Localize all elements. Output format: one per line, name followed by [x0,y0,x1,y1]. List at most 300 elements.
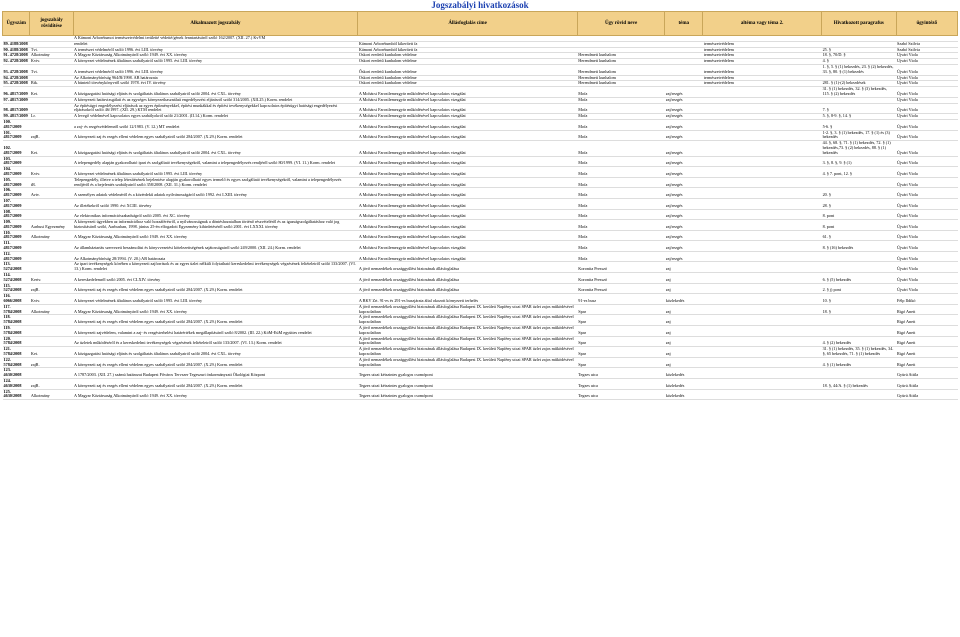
cell-ugyintezo: Újvári Viola [896,177,957,188]
cell-ugy-nev: Tegzes utca [577,379,665,390]
cell-allasfoglalas: Őskori eredetű kunhalom védelme [358,59,577,65]
cell-jogszabaly: A környezet védelmének általános szabályairól szóló 1995. évi LIII. törvény [73,59,358,65]
cell-ugy-nev: Mofa [577,103,665,114]
cell-allasfoglalas: A Mohácsi Farostlemezgyár működésével kapcsolatos vizsgálat [358,103,577,114]
cell-tema: zaj/rezgés [665,156,703,167]
cell-ugyszam [3,347,30,358]
cell-ugy-nev: Spar [577,357,665,368]
col-header-paragrafus: Hivatkozott paragrafus [822,12,896,36]
cell-allasfoglalas: A Mohácsi Farostlemezgyár működésével kapcsolatos vizsgálat [358,230,577,241]
cell-jogszabaly: Az elektronikus információszabadságról szóló 2005. évi XC. törvény [73,209,358,220]
case-number: 5784/2008 [3,308,22,314]
cell-paragrafus [822,262,896,273]
table-row [3,294,958,305]
cell-paragrafus [822,315,896,326]
cell-allasfoglalas: A Mohácsi Farostlemezgyár működésével kapcsolatos vizsgálat [358,241,577,252]
cell-ugyintezo: Rigó Anett [896,304,957,315]
cell-altema [703,198,822,209]
cell-ugy-nev: Herendmeti kunhalom [577,53,665,59]
cell-tema: zaj/rezgés [665,97,703,103]
cell-rovidites [30,326,73,337]
row-number: 113. [3,261,11,267]
cell-paragrafus: 28. § [822,198,896,209]
cell-jogszabaly: Az illetékekről szóló 1990. évi XCIII. törvény [73,198,358,209]
cell-paragrafus: 10. § [822,294,896,305]
cell-tema: zaj [665,357,703,368]
cell-allasfoglalas: A jövő nemzedékek országgyűlési biztosának állásfoglalása [358,283,577,294]
table-row [3,315,958,326]
case-number: 4817/2009 [3,134,22,140]
cell-allasfoglalas: A jövő nemzedékek országgyűlési biztosának állásfoglalása [358,273,577,284]
row-number: 98. [3,107,9,113]
references-table [2,11,958,400]
cell-ugyszam [3,59,30,65]
cell-altema [703,357,822,368]
cell-allasfoglalas: A BKV Zrt. 91-es és 291-es buszjárata által okozott környezeti terhelés [358,294,577,305]
cell-allasfoglalas: A jövő nemzedékek országgyűlési biztosának állásfoglalása Budapest IX. kerületi Napfény utcai SPAR üzlet zajos működésével kapcsolatban [358,326,577,337]
cell-paragrafus [822,326,896,337]
cell-paragrafus [822,177,896,188]
cell-tema: zaj/rezgés [665,198,703,209]
cell-paragrafus: 18. §, 44/A. § (1) bekezdés [822,379,896,390]
cell-paragrafus: 4. § (1) bekezdés [822,357,896,368]
cell-altema [703,379,822,390]
case-number: 4817/2009 [9,107,28,113]
cell-paragrafus: 31. § (1) bekezdés, 35. § (1) bekezdés, 34. §, 65 bekezdés, 71. § (1) bekezdés [822,347,896,358]
cell-jogszabaly: A közigazgatási hatósági eljárás és szolgáltatás általános szabályairól szóló 2004. évi CXL. törvény [73,87,358,98]
cell-allasfoglalas: A Mohácsi Farostlemezgyár működésével kapcsolatos vizsgálat [358,130,577,141]
cell-jogszabaly: A büntető törvénykönyvről szóló 1978. évi IV. törvény [73,81,358,87]
cell-ugyintezo: Újvári Viola [896,230,957,241]
cell-altema [703,315,822,326]
table-row [3,368,958,379]
cell-ugy-nev: Mofa [577,87,665,98]
cell-allasfoglalas: Őskori eredetű kunhalom védelme [358,53,577,59]
cell-tema: zaj/rezgés [665,103,703,114]
cell-tema: zaj/rezgés [665,230,703,241]
cell-ugyintezo: Újvári Viola [896,81,957,87]
table-row [3,64,958,75]
cell-altema [703,130,822,141]
cell-jogszabaly: A közigazgatási hatósági eljárás és szolgáltatás általános szabályairól szóló 2004. évi CXL. törvény [73,347,358,358]
cell-allasfoglalas: A jövő nemzedékek országgyűlési biztosának állásfoglalása Budapest IX. kerületi Napfény utcai SPAR üzlet zajos működésével kapcsolatban [358,347,577,358]
cell-rovidites [30,119,73,130]
cell-rovidites [30,262,73,273]
cell-ugyintezo: Újvári Viola [896,141,957,156]
cell-rovidites [30,209,73,220]
cell-rovidites: Tvt. [30,64,73,75]
cell-paragrafus: 1. §, 5. § (1) bekezdés, 23. § (2) bekezdés, 33. §, 80. § (1) bekezdés [822,64,896,75]
cell-ugy-nev: Mofa [577,241,665,252]
cell-ugy-nev: Mofa [577,141,665,156]
cell-allasfoglalas: A Mohácsi Farostlemezgyár működésével kapcsolatos vizsgálat [358,198,577,209]
table-row [3,141,958,156]
cell-rovidites [30,368,73,379]
col-header-ugyszam: Ügyszám [3,12,30,36]
cell-ugyszam [3,251,30,262]
cell-allasfoglalas: A jövő nemzedékek országgyűlési biztosának állásfoglalása [358,262,577,273]
cell-ugyintezo: Újvári Viola [896,119,957,130]
row-number: 116. [3,293,11,299]
cell-rovidites [30,103,73,114]
cell-tema: zaj/rezgés [665,141,703,156]
cell-paragrafus: 18. § [822,304,896,315]
cell-tema: zaj/rezgés [665,87,703,98]
cell-ugy-nev: Mofa [577,198,665,209]
row-number: 119. [3,325,11,331]
cell-ugy-nev: Spar [577,347,665,358]
cell-allasfoglalas: A jövő nemzedékek országgyűlési biztosának állásfoglalása Budapest IX. kerületi Napfény utcai SPAR üzlet zajos működésével kapcsolatban [358,357,577,368]
case-number: 4817/2009 [3,245,22,251]
cell-altema [703,156,822,167]
cell-paragrafus: 25. § [822,47,896,53]
case-number: 4817/2009 [3,149,22,155]
table-row [3,167,958,178]
cell-altema [703,141,822,156]
cell-jogszabaly: A környezeti ügyekben az információhoz való hozzáférésről, a nyilvánosságnak a döntéshozatalban történő részvételéről és az igazságszolgáltatáshoz való jog biztosításáról szóló, Aarhusban, 1998. június 25-én elfogadott Egyezmény kihirdetéséről szóló 2001. évi LXXXI. törvény [73,220,358,231]
cell-ugyszam [3,75,30,81]
cell-allasfoglalas: A jövő nemzedékek országgyűlési biztosának állásfoglalása Budapest IX. kerületi Napfény utcai SPAR üzlet zajos működésével kapcsolatban [358,304,577,315]
cell-ugyszam [3,262,30,273]
case-number: 4188/2008 [9,47,28,52]
case-number: 5274/2008 [3,287,22,293]
cell-allasfoglalas: A Mohácsi Farostlemezgyár működésével kapcsolatos vizsgálat [358,167,577,178]
cell-ugyszam [3,389,30,400]
cell-allasfoglalas: A Mohácsi Farostlemezgyár működésével kapcsolatos vizsgálat [358,114,577,120]
cell-allasfoglalas: Tegzes utcai kétszintes gyalogos csomópont [358,379,577,390]
case-number: 4817/2009 [3,181,22,187]
cell-jogszabaly: A személyes adatok védelméről és a közérdekű adatok nyilvánosságáról szóló 1992. évi LXIII. törvény [73,188,358,199]
cell-ugyszam [3,368,30,379]
cell-jogszabaly: Az Alkotmánybíróság 964/B/1998. AB határozata [73,75,358,81]
row-number: 107. [3,198,11,203]
row-number: 94. [3,75,9,80]
cell-rovidites [30,156,73,167]
cell-allasfoglalas: A Mohácsi Farostlemezgyár működésével kapcsolatos vizsgálat [358,209,577,220]
cell-rovidites [30,315,73,326]
cell-paragrafus [822,389,896,400]
cell-altema: természetvédelem [703,64,822,75]
table-row [3,130,958,141]
cell-paragrafus: 6. § (5) bekezdés [822,273,896,284]
cell-rovidites: Ket. [30,347,73,358]
cell-allasfoglalas: A Mohácsi Farostlemezgyár működésével kapcsolatos vizsgálat [358,119,577,130]
table-body [3,36,958,400]
cell-ugy-nev: 91-es busz [577,294,665,305]
cell-ugyszam [3,273,30,284]
cell-ugyszam [3,167,30,178]
cell-rovidites: Ket. [30,141,73,156]
cell-allasfoglalas: A jövő nemzedékek országgyűlési biztosának állásfoglalása Budapest IX. kerületi Napfény utcai SPAR üzlet zajos működésével kapcsolatban [358,315,577,326]
cell-altema: természetvédelem [703,47,822,53]
cell-jogszabaly: A természet védelméről szóló 1996. évi LIII. törvény [73,64,358,75]
table-row [3,304,958,315]
cell-ugy-nev: Herendmeti kunhalom [577,81,665,87]
case-number: 4630/2008 [3,393,22,399]
cell-rovidites: Kvtv. [30,167,73,178]
table-row [3,119,958,130]
cell-ugy-nev: Mofa [577,230,665,241]
cell-jogszabaly: A Magyar Köztársaság Alkotmányáról szóló 1949. évi XX. törvény [73,389,358,400]
cell-allasfoglalas: A Mohácsi Farostlemezgyár működésével kapcsolatos vizsgálat [358,97,577,103]
cell-ugyszam [3,156,30,167]
cell-ugyszam [3,103,30,114]
cell-jogszabaly: A Magyar Köztársaság Alkotmányáról szóló 1949. évi XX. törvény [73,53,358,59]
cell-ugyszam [3,188,30,199]
cell-allasfoglalas: A jövő nemzedékek országgyűlési biztosának állásfoglalása Budapest IX. kerületi Napfény utcai SPAR üzlet zajos működésével kapcsolatban [358,336,577,347]
case-number: 4817/2009 [3,234,22,240]
cell-paragrafus: 8. § (16) bekezdés [822,241,896,252]
cell-tema: zaj/rezgés [665,167,703,178]
cell-tema [665,64,703,75]
cell-ugy-nev: Herendmeti kunhalom [577,64,665,75]
cell-ugyszam [3,41,30,47]
cell-ugy-nev: Koronita Presszó [577,283,665,294]
cell-jogszabaly: A környezeti zaj és rezgés elleni védelem egyes szabályairól szóló 284/2007. (X.29.) Korm. rendelet [73,315,358,326]
cell-altema [703,230,822,241]
case-number: 4817/2009 [3,213,22,219]
cell-tema: zaj/rezgés [665,177,703,188]
cell-altema [703,304,822,315]
cell-ugy-nev: Mofa [577,130,665,141]
cell-rovidites: Lr. [30,114,73,120]
cell-jogszabaly: A környezet védelmének általános szabályairól szóló 1995. évi LIII. törvény [73,167,358,178]
case-number: 4817/2009 [3,192,22,198]
cell-rovidites: Aarhusi Egyezmény [30,220,73,231]
cell-ugy-nev: Tegzes utca [577,368,665,379]
case-number: 6066/2008 [3,298,22,304]
case-number: 4728/2008 [9,75,28,80]
cell-ugy-nev: Mofa [577,251,665,262]
cell-altema: természetvédelem [703,53,822,59]
cell-altema [703,241,822,252]
cell-altema [703,177,822,188]
row-number: 105. [3,177,11,182]
cell-ugy-nev: Herendmeti kunhalom [577,59,665,65]
cell-jogszabaly: A kereskedelemről szóló 2005. évi CLXIV. törvény [73,273,358,284]
cell-paragrafus: 61. § [822,230,896,241]
cell-rovidites [30,198,73,209]
cell-allasfoglalas: A Mohácsi Farostlemezgyár működésével kapcsolatos vizsgálat [358,87,577,98]
case-number: 4817/2009 [3,223,22,229]
row-number: 121. [3,346,11,352]
cell-tema: zaj [665,262,703,273]
cell-allasfoglalas: Tegzes utcai kétszintes gyalogos csomópont [358,368,577,379]
table-row [3,251,958,262]
cell-ugyintezo: Újvári Viola [896,103,957,114]
cell-ugyintezo: Újvári Viola [896,251,957,262]
cell-allasfoglalas: Őskori eredetű kunhalom védelme [358,75,577,81]
cell-rovidites: Avtv. [30,188,73,199]
cell-tema: zaj/rezgés [665,130,703,141]
cell-ugyintezo: Rigó Anett [896,326,957,337]
cell-altema [703,103,822,114]
cell-ugyintezo: Újvári Viola [896,87,957,98]
cell-ugy-nev: Tegzes utca [577,389,665,400]
cell-rovidites [30,251,73,262]
cell-jogszabaly: A levegő védelmével kapcsolatos egyes szabályokról szóló 21/2001. (II.14.) Korm. rendelet [73,114,358,120]
cell-jogszabaly: A 1787/2003. (XII. 27.) számú határozat Budapest Főváros Tervszer Tegeszuri önkormányzati Ökológiai Központ [73,368,358,379]
cell-altema [703,119,822,130]
case-number: 5784/2008 [3,319,22,325]
row-number: 92. [3,58,9,64]
cell-rovidites: Alkotmány [30,389,73,400]
cell-jogszabaly: A Magyar Köztársaság Alkotmányáról szóló 1949. évi XX. törvény [73,230,358,241]
row-number: 109. [3,219,11,225]
cell-allasfoglalas: A Mohácsi Farostlemezgyár működésével kapcsolatos vizsgálat [358,177,577,188]
cell-jogszabaly: A telepengedély alapján gyakorolható ipari és szolgáltató tevékenységekről, valamint a telepengedélyezés rendjéről szóló 80/1999. (VI. 11.) Korm. rendelet [73,156,358,167]
cell-ugyszam [3,294,30,305]
case-number: 4728/2008 [9,80,28,86]
cell-altema [703,209,822,220]
row-number: 120. [3,336,11,341]
col-header-rovidites: jogszabály rövidítése [30,12,73,36]
cell-ugyintezo: Gyürü Attila [896,389,957,400]
cell-paragrafus [822,368,896,379]
cell-altema [703,389,822,400]
cell-rovidites: zajR. [30,283,73,294]
col-header-allasfoglalas: Állásfoglalás címe [358,12,577,36]
cell-ugyintezo: Újvári Viola [896,156,957,167]
table-row [3,220,958,231]
row-number: 100. [3,119,11,124]
cell-rovidites: zajR. [30,379,73,390]
cell-ugyszam [3,198,30,209]
cell-ugyszam [3,177,30,188]
col-header-tema: téma [665,12,703,36]
cell-allasfoglalas: Kámoni Arborétumból kikerített fa [358,47,577,53]
cell-altema [703,273,822,284]
cell-ugy-nev: Herendmeti kunhalom [577,75,665,81]
cell-tema: közlekedés [665,294,703,305]
table-row [3,156,958,167]
cell-allasfoglalas: Őskori eredetű kunhalom védelme [358,64,577,75]
cell-jogszabaly: A Magyar Köztársaság Alkotmányáról szóló 1949. évi XX. törvény [73,304,358,315]
cell-rovidites: Alkotmány [30,304,73,315]
table-row [3,177,958,188]
cell-jogszabaly: A környezeti zajvédelem, valamint a zaj- és rezgésterhelési határértékek megállapításáról szóló 8/2002. (III. 22.) KöM-EüM együttes rendelet [73,326,358,337]
cell-rovidites: Kvtv. [30,59,73,65]
cell-ugy-nev: Koronita Presszó [577,262,665,273]
cell-rovidites: Kvtv. [30,294,73,305]
cell-ugyszam [3,81,30,87]
table-row [3,188,958,199]
cell-ugyszam [3,230,30,241]
cell-jogszabaly: Az államháztartás szervezeti beszámolási és könyvvezetési kötelezettségének sajátosságairól szóló 249/2000. (XII. 24.) Korm. rendelet [73,241,358,252]
cell-ugyintezo: Újvári Viola [896,97,957,103]
cell-rovidites [30,336,73,347]
case-number: 5784/2008 [3,340,22,346]
cell-rovidites: tR. [30,177,73,188]
cell-ugyszam [3,47,30,53]
table-row [3,379,958,390]
cell-jogszabaly: Az építésügyi engedélyezési eljárások az egyes építményekkel, építési munkákkal és építési tevékenységekkel kapcsolatos építésügyi hatósági engedélyezési eljárásokról szóló 46/1997. (XII. 29.) KTM rendelet [73,103,358,114]
cell-jogszabaly: Az Alkotmánybíróság 28/1994. (V. 20.) AB határozata [73,251,358,262]
cell-jogszabaly: Az ipari tevékenységek körében a környezeti zajforrások és az egyes üzlet nélküli folytatható kereskedelmi tevékenységek végzésének feltételeiről szóló 133/2007. (VI. 13.) Korm. rendelet [73,262,358,273]
cell-tema: zaj/rezgés [665,114,703,120]
cell-altema: természetvédelem [703,81,822,87]
cell-altema [703,188,822,199]
row-number: 103. [3,156,11,161]
cell-paragrafus: 5. §, 8-9. §, 14. § [822,114,896,120]
case-number: 5784/2008 [3,351,22,357]
table-row [3,336,958,347]
row-number: 93. [3,68,9,74]
cell-altema [703,220,822,231]
cell-tema: zaj [665,347,703,358]
cell-ugyintezo: Újvári Viola [896,75,957,81]
case-number: 4188/2008 [9,41,28,46]
cell-allasfoglalas: Tegzes utcai kétszintes gyalogos csomópont [358,389,577,400]
cell-jogszabaly: A környezeti zaj és rezgés elleni védelem egyes szabályairól szóló 284/2007. (X.29.) Korm. rendelet [73,357,358,368]
cell-paragrafus: 31. § (1) bekezdés, 32. § (3) bekezdés, 115. § (2) bekezdés [822,87,896,98]
cell-allasfoglalas: Kámoni Arborétumból kikerített fa [358,41,577,47]
cell-ugy-nev: Mofa [577,188,665,199]
row-number: 96. [3,90,9,96]
cell-ugy-nev: Mofa [577,114,665,120]
col-header-ugyintezo: ügyintéző [896,12,957,36]
cell-jogszabaly: A természet védelméről szóló 1996. évi LIII. törvény [73,47,358,53]
case-number: 4630/2008 [3,372,22,378]
col-header-jogszabaly: Alkalmazott jogszabály [73,12,358,36]
cell-altema: természetvédelem [703,75,822,81]
cell-paragrafus: 18. §, 70/D. § [822,53,896,59]
cell-ugyszam [3,315,30,326]
cell-tema: zaj/rezgés [665,209,703,220]
cell-paragrafus: 7. § [822,103,896,114]
case-number: 4817/2009 [3,202,22,208]
cell-ugyintezo: Újvári Viola [896,64,957,75]
cell-rovidites: Alkotmány [30,53,73,59]
cell-ugyintezo: Újvári Viola [896,114,957,120]
cell-tema: zaj [665,273,703,284]
cell-paragrafus: 4. § (2) bekezdés [822,336,896,347]
cell-ugyszam [3,130,30,141]
cell-ugyintezo: Újvári Viola [896,283,957,294]
cell-ugyszam [3,209,30,220]
case-number: 4817/2009 [3,160,22,166]
cell-jogszabaly: Telepengedély, illetve a telep létesítésének bejelentése alapján gyakorolható egyes termelő és egyes szolgáltató tevékenységekről, valamint a telepengedélyezés rendjéről és a bejelentés szabályairól szóló 358/2008. (XII. 31.) Korm. rendelet [73,177,358,188]
cell-altema: természetvédelem [703,59,822,65]
cell-rovidites: Btk. [30,81,73,87]
case-number: 5274/2008 [3,276,22,282]
cell-allasfoglalas: A Mohácsi Farostlemezgyár működésével kapcsolatos vizsgálat [358,220,577,231]
cell-ugyintezo: Újvári Viola [896,262,957,273]
cell-ugyintezo: Szabó Szilvia [896,47,957,53]
cell-ugy-nev: Mofa [577,167,665,178]
cell-ugyintezo: Újvári Viola [896,220,957,231]
cell-jogszabaly: A Kámoni Arborétumot természetvédelmi területté védetté/gének fenntartásáról szóló 162/2007. (XII. 27.) KvVM [73,36,358,42]
cell-tema: zaj/rezgés [665,119,703,130]
header-row [3,12,958,36]
row-number: 90. [3,47,9,52]
cell-jogszabaly: rendelet [73,41,358,47]
cell-tema: zaj [665,304,703,315]
cell-jogszabaly: a zaj- és rezgésvédelemről szóló 12/1983. (V. 12.) MT rendelet [73,119,358,130]
cell-ugy-nev: Mofa [577,209,665,220]
cell-ugyszam [3,220,30,231]
cell-ugy-nev: Koronita Presszó [577,273,665,284]
cell-ugyintezo: Újvári Viola [896,241,957,252]
row-number: 97. [3,97,9,102]
cell-ugyszam [3,283,30,294]
cell-ugyintezo: Újvári Viola [896,273,957,284]
case-number: 4817/2009 [9,90,28,96]
cell-ugy-nev: Mofa [577,119,665,130]
case-number: 4817/2009 [3,170,22,176]
row-number: 106. [3,187,11,193]
cell-tema: közlekedés [665,368,703,379]
